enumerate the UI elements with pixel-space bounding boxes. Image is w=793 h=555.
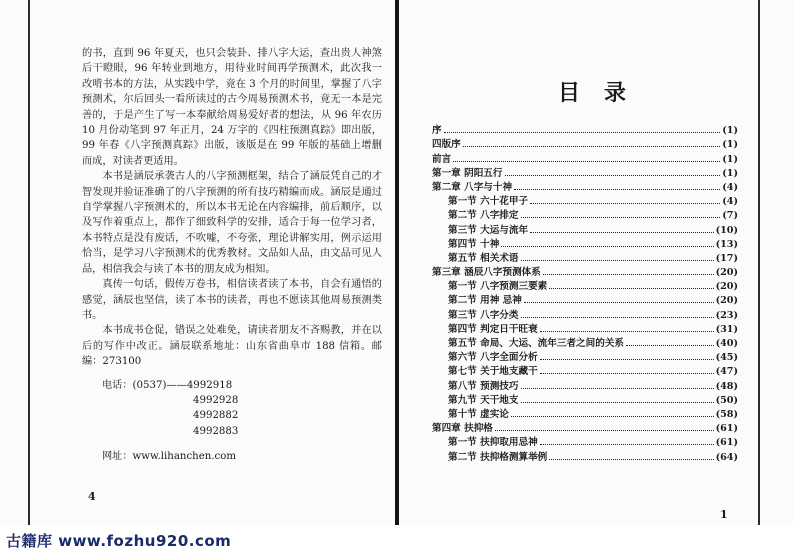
toc-entry xyxy=(432,207,738,221)
toc-leader-dots xyxy=(540,359,714,360)
toc-leader-dots xyxy=(549,459,713,460)
toc-entry-label: 第四章 扶抑格 xyxy=(432,423,493,435)
toc-entry xyxy=(432,392,738,406)
toc-entry xyxy=(432,420,738,434)
toc-entry-page: (61) xyxy=(715,423,738,435)
toc-entry xyxy=(432,292,738,306)
watermark-banner xyxy=(0,525,793,555)
table-of-contents xyxy=(432,122,738,463)
toc-leader-dots xyxy=(511,416,714,417)
toc-entry-label: 第四节 判定日干旺衰 xyxy=(448,323,538,335)
toc-entry-label: 第三章 涵辰八字预测体系 xyxy=(432,267,541,279)
toc-leader-dots xyxy=(453,161,720,162)
toc-leader-dots xyxy=(521,402,714,403)
left-page-edge xyxy=(28,0,30,525)
toc-entry-page: (13) xyxy=(715,238,738,250)
toc-entry-page: (50) xyxy=(715,394,738,406)
toc-leader-dots xyxy=(540,444,714,445)
toc-entry-page: (23) xyxy=(715,309,738,321)
toc-entry-label: 序 xyxy=(432,125,442,137)
paragraph-1: 的书，直到 96 年夏天，也只会装卦、排八字大运，查出贵人神煞后干瞪眼，96 年转业到地方，用待业时间再学预测术，此次我一改啃书本的方法，从实践中学，竟在 3 个月的时间里，掌握了八字预测术，尔后回头一看所读过的古今周易预测术书，竟无一本是完善的，于是产生了写一本奉献给周易爱好者的想法，从 96 年农历 10 月份动笔到 97 年正月，24 万字的《四柱预测真踪》即出版，99 年春《八字预测真踪》出版，该版是在 99 年版的基础上增删而成，对读者更适用。 xyxy=(82,48,382,167)
toc-entry-page: (1) xyxy=(722,167,738,179)
toc-entry-label: 第五节 命局、大运、流年三者之间的关系 xyxy=(448,338,625,349)
toc-entry xyxy=(432,434,738,448)
toc-entry-page: (17) xyxy=(715,252,738,264)
toc-entry-page: (20) xyxy=(715,281,738,293)
toc-entry xyxy=(432,321,738,335)
phone-block xyxy=(82,378,382,440)
toc-entry-label: 第十节 虚实论 xyxy=(448,408,509,420)
toc-entry-label: 第七节 关于地支藏干 xyxy=(448,366,538,378)
right-page-edge xyxy=(758,0,760,525)
toc-entry-label: 第一节 六十花甲子 xyxy=(448,196,529,208)
toc-entry-label: 第一节 扶抑取用忌神 xyxy=(448,437,538,449)
toc-entry-label: 第四节 十神 xyxy=(448,238,500,250)
toc-entry-page: (64) xyxy=(715,451,738,463)
toc-entry xyxy=(432,122,738,136)
toc-entry xyxy=(432,264,738,278)
toc-leader-dots xyxy=(521,388,714,389)
toc-entry-page: (1) xyxy=(722,153,738,165)
toc-entry-page: (10) xyxy=(715,224,738,236)
toc-entry-label: 第二节 用神 忌神 xyxy=(448,295,522,307)
phone-number: 4992883 xyxy=(193,425,239,437)
toc-leader-dots xyxy=(521,317,714,318)
toc-leader-dots xyxy=(444,132,721,133)
toc-entry xyxy=(432,377,738,391)
right-page-number: 1 xyxy=(720,508,728,521)
toc-leader-dots xyxy=(521,217,721,218)
toc-entry xyxy=(432,236,738,250)
phone-number: 4992918 xyxy=(186,379,233,391)
toc-entry-label: 第五节 相关术语 xyxy=(448,252,519,264)
toc-entry xyxy=(432,363,738,377)
toc-entry xyxy=(432,193,738,207)
phone-row xyxy=(102,378,382,393)
toc-leader-dots xyxy=(463,146,720,147)
toc-entry xyxy=(432,349,738,363)
toc-leader-dots xyxy=(540,373,714,374)
watermark-text: 古籍库 www.fozhu920.com xyxy=(6,532,232,550)
toc-leader-dots xyxy=(530,203,720,204)
toc-leader-dots xyxy=(530,232,713,233)
toc-entry-page: (61) xyxy=(715,437,738,449)
toc-leader-dots xyxy=(505,175,721,176)
toc-entry-label: 第六节 八字全面分析 xyxy=(448,352,538,364)
toc-entry-label: 第三节 八字分类 xyxy=(448,309,519,321)
toc-entry-page: (45) xyxy=(715,352,738,364)
toc-entry-page: (31) xyxy=(715,323,738,335)
toc-entry xyxy=(432,406,738,420)
toc-entry-label: 第二节 八字排定 xyxy=(448,210,519,222)
toc-entry-label: 第九节 天干地支 xyxy=(448,394,519,406)
toc-entry-page: (47) xyxy=(715,366,738,378)
toc-entry xyxy=(432,221,738,235)
toc-title: 目录 xyxy=(558,80,651,106)
toc-entry-page: (1) xyxy=(722,125,738,137)
toc-entry-page: (48) xyxy=(715,380,738,392)
toc-leader-dots xyxy=(524,302,714,303)
phone-row xyxy=(102,424,382,439)
toc-entry-label: 第一章 阴阳五行 xyxy=(432,167,503,179)
toc-entry-page: (4) xyxy=(722,181,738,193)
toc-entry-label: 第二章 八字与十神 xyxy=(432,181,513,193)
toc-entry xyxy=(432,335,738,349)
toc-entry xyxy=(432,250,738,264)
toc-entry-label: 第一节 八字预测三要素 xyxy=(448,281,548,293)
toc-entry-page: (20) xyxy=(715,295,738,307)
toc-entry-label: 第三节 大运与流年 xyxy=(448,224,529,236)
toc-entry xyxy=(432,278,738,292)
toc-entry-page: (40) xyxy=(715,338,738,349)
toc-entry xyxy=(432,150,738,164)
toc-leader-dots xyxy=(495,430,714,431)
toc-entry-label: 前言 xyxy=(432,153,452,165)
paragraph-4: 本书成书仓促，错误之处难免，请读者朋友不吝赐教，并在以后的写作中改正。涵辰联系地址：山东省曲阜市 188 信箱。邮编：273100 xyxy=(82,325,382,368)
toc-leader-dots xyxy=(549,288,713,289)
toc-entry xyxy=(432,448,738,462)
toc-entry-page: (1) xyxy=(722,139,738,151)
toc-entry xyxy=(432,179,738,193)
toc-entry xyxy=(432,306,738,320)
left-page-number: 4 xyxy=(88,490,96,503)
phone-number: 4992882 xyxy=(193,410,239,422)
phone-row xyxy=(102,393,382,408)
phone-number: 4992928 xyxy=(193,394,239,406)
toc-entry-label: 第二节 扶抑格测算举例 xyxy=(448,451,548,463)
phone-row xyxy=(102,408,382,423)
toc-leader-dots xyxy=(514,189,720,190)
toc-leader-dots xyxy=(540,331,714,332)
toc-entry-label: 四版序 xyxy=(432,139,461,151)
toc-leader-dots xyxy=(626,345,714,346)
toc-entry-page: (58) xyxy=(715,408,738,420)
toc-entry-page: (4) xyxy=(722,196,738,208)
toc-leader-dots xyxy=(543,274,714,275)
toc-leader-dots xyxy=(521,260,714,261)
left-page-text xyxy=(82,46,382,465)
toc-entry-label: 第八节 预测技巧 xyxy=(448,380,519,392)
toc-entry xyxy=(432,136,738,150)
toc-entry xyxy=(432,165,738,179)
toc-leader-dots xyxy=(501,246,713,247)
website: 网址：www.lihanchen.com xyxy=(102,451,237,463)
paragraph-3: 真传一句话，假传万卷书，相信读者读了本书，自会有通悟的感觉，涵辰也坚信，读了本书的读者，再也不愿读其他周易预测类书。 xyxy=(82,279,382,321)
paragraph-2: 本书是涵辰承袭古人的八字预测框架，结合了涵辰凭自己的才智发现并验证准确了的八字预测的所有技巧精编而成。涵辰是通过自学掌握八字预测术的，所以本书无论在内容编排，前后顺序，以及写作着重点上，都作了细致科学的安排，适合于每一位学习者，本书特点是没有废话，不吹嘘，不夸张，理论讲解实用，例示运用恰当，是学习八字预测术的优秀教材。文品如人品，由文品可见人品，相信我会与读了本书的朋友成为相知。 xyxy=(82,171,382,275)
toc-entry-page: (20) xyxy=(715,267,738,279)
toc-entry-page: (7) xyxy=(722,210,738,222)
book-spine xyxy=(395,0,399,525)
phone-label: 电话：(0537)—— xyxy=(102,379,187,391)
